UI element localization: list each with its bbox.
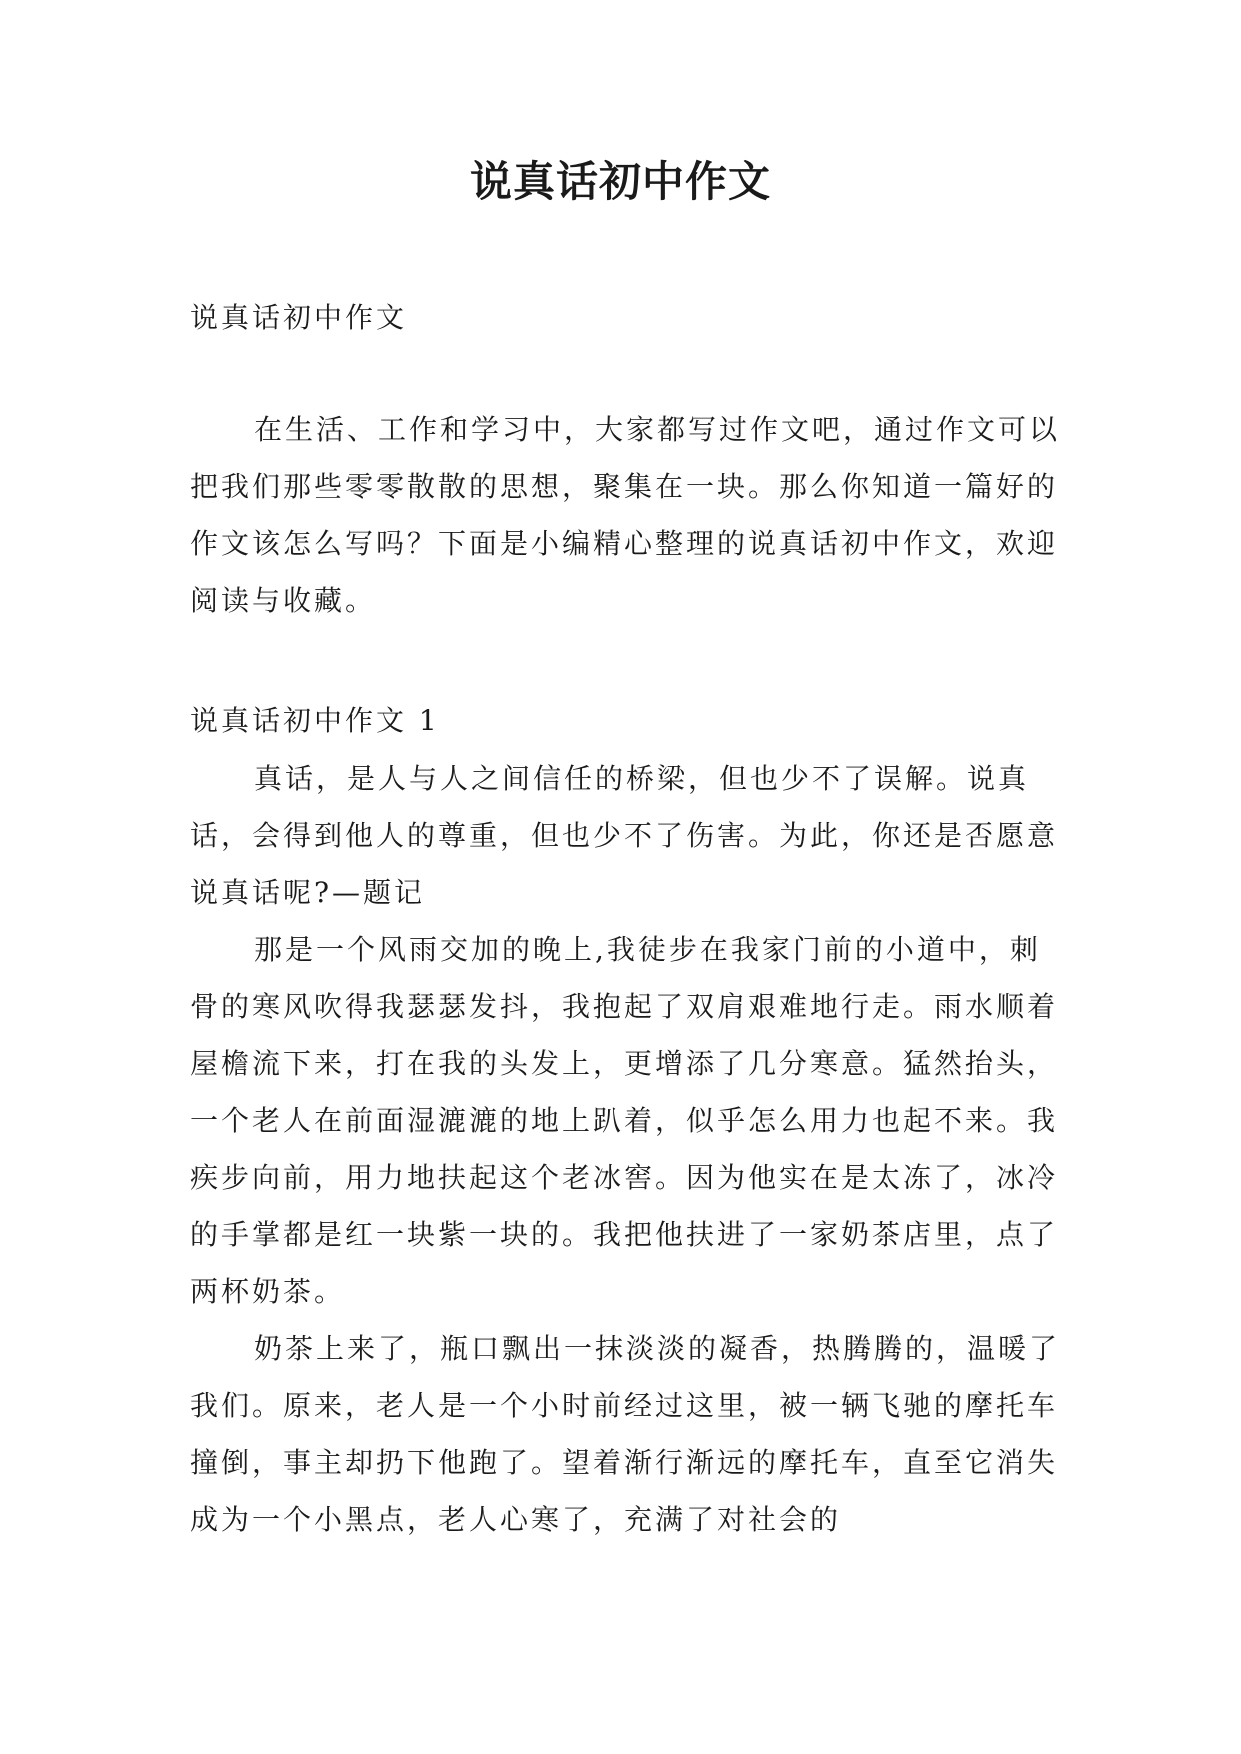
essay-body [190, 750, 1070, 1548]
essay-paragraph: 那是一个风雨交加的晚上,我徒步在我家门前的小道中，刺骨的寒风吹得我瑟瑟发抖，我抱起了双肩艰难地行走。雨水顺着屋檐流下来，打在我的头发上，更增添了几分寒意。猛然抬头，一个老人在前面湿漉漉的地上趴着，似乎怎么用力也起不来。我疾步向前，用力地扶起这个老冰窖。因为他实在是太冻了，冰冷的手掌都是红一块紫一块的。我把他扶进了一家奶茶店里，点了两杯奶茶。 [190, 933, 1059, 1308]
section-heading: 说真话初中作文 1 [190, 704, 440, 737]
document-title: 说真话初中作文 [469, 157, 771, 206]
document-subtitle: 说真话初中作文 [190, 301, 408, 334]
essay-paragraph: 真话，是人与人之间信任的桥梁，但也少不了误解。说真话，会得到他人的尊重，但也少不了伤害。为此，你还是否愿意说真话呢?—题记 [190, 762, 1059, 909]
essay-paragraph: 奶茶上来了，瓶口飘出一抹淡淡的凝香，热腾腾的，温暖了我们。原来，老人是一个小时前经过这里，被一辆飞驰的摩托车撞倒，事主却扔下他跑了。望着渐行渐远的摩托车，直至它消失成为一个小黑点，老人心寒了，充满了对社会的 [190, 1332, 1061, 1536]
intro-paragraph: 在生活、工作和学习中，大家都写过作文吧，通过作文可以把我们那些零零散散的思想，聚集在一块。那么你知道一篇好的作文该怎么写吗？下面是小编精心整理的说真话初中作文，欢迎阅读与收藏。 [190, 413, 1061, 617]
